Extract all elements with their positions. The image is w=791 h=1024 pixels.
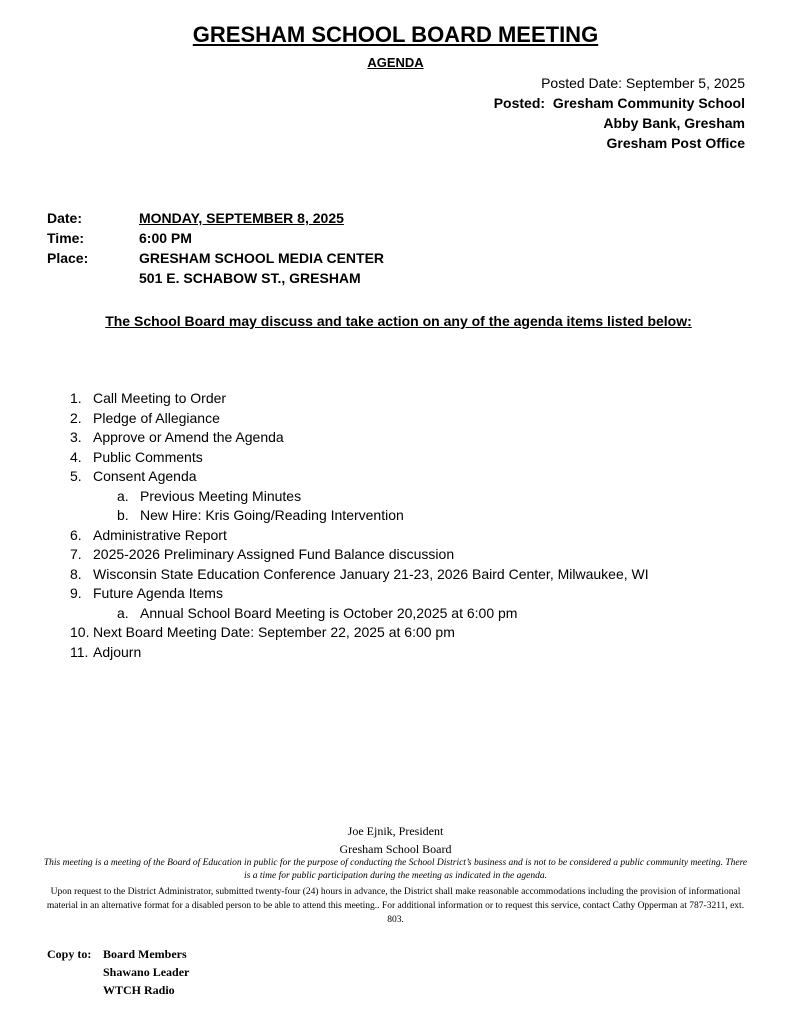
copy-to-row — [47, 945, 189, 963]
public-meeting-disclaimer: This meeting is a meeting of the Board of Education in public for the purpose of conducting the School District’s business and is not to be considered a public community meeting. There is a time for public participation during the meeting as indicated in the agenda. — [43, 858, 748, 881]
agenda-item — [70, 448, 649, 468]
agenda-item — [70, 565, 649, 585]
agenda-item-text: Next Board Meeting Date: September 22, 2025 at 6:00 pm — [93, 624, 455, 640]
date-value: MONDAY, SEPTEMBER 8, 2025 — [139, 210, 344, 226]
signer-org: Gresham School Board — [339, 842, 452, 856]
agenda-item-number: 1. — [70, 390, 82, 406]
signature-block — [0, 822, 791, 858]
copy-to-row — [47, 963, 189, 981]
agenda-subitem-text: New Hire: Kris Going/Reading Intervention — [140, 507, 404, 523]
place-value-line2: 501 E. SCHABOW ST., GRESHAM — [139, 270, 361, 286]
place-row-2 — [47, 268, 384, 288]
time-label: Time: — [47, 230, 85, 246]
agenda-item-text: Administrative Report — [93, 526, 227, 543]
place-value-line1: GRESHAM SCHOOL MEDIA CENTER — [139, 250, 385, 266]
accommodation-notice: Upon request to the District Administrator, submitted twenty-four (24) hours in advance, the District shall make reasonable accommodations including the provision of informational material in an alternative format for a disabled person to be able to attend this meeting.. For additional information or to request this service, contact Cathy Opperman at 787-3211, ext. 803. — [46, 887, 745, 925]
agenda-subitem-text: Previous Meeting Minutes — [140, 487, 302, 504]
agenda-item-number: 7. — [70, 546, 82, 562]
agenda-item — [70, 643, 649, 663]
posted-location-1 — [494, 93, 745, 113]
agenda-item-number: 11. — [70, 643, 89, 660]
agenda-item — [70, 526, 649, 546]
posted-date: Posted Date: September 5, 2025 — [541, 75, 745, 91]
copy-to-block — [47, 945, 189, 999]
agenda-item-text: Adjourn — [93, 643, 142, 660]
agenda-item-text: Wisconsin State Education Conference January 21-23, 2026 Baird Center, Milwaukee, WI — [93, 565, 649, 582]
agenda-item-text: Call Meeting to Order — [93, 390, 227, 406]
signer-name: Joe Ejnik, President — [347, 824, 444, 838]
posted-label: Posted: — [493, 95, 546, 111]
agenda-item-number: 2. — [70, 409, 82, 426]
agenda-item — [70, 623, 649, 643]
time-value: 6:00 PM — [139, 230, 192, 246]
agenda-item-number: 10. — [70, 624, 90, 640]
place-row — [47, 248, 384, 268]
agenda-item-text: Approve or Amend the Agenda — [93, 429, 284, 445]
agenda-subitem-letter: a. — [117, 487, 129, 504]
posted-location-2: Abby Bank, Gresham — [603, 115, 745, 131]
agenda-item — [70, 584, 649, 604]
document-title: GRESHAM SCHOOL BOARD MEETING — [192, 22, 599, 47]
copy-to-recipient: Shawano Leader — [103, 965, 190, 979]
agenda-item — [70, 545, 649, 565]
posted-location-text: Gresham Community School — [552, 95, 745, 111]
agenda-item — [70, 409, 649, 429]
date-label: Date: — [47, 210, 83, 226]
agenda-subitem — [70, 506, 649, 526]
place-label: Place: — [47, 250, 89, 266]
agenda-item-text: Pledge of Allegiance — [93, 409, 220, 426]
meeting-info — [47, 208, 384, 288]
agenda-item-text: Consent Agenda — [93, 468, 197, 484]
agenda-subitem-letter: a. — [117, 604, 129, 621]
agenda-item-number: 5. — [70, 468, 82, 484]
agenda-item-text: Public Comments — [93, 448, 203, 465]
copy-to-recipient: Board Members — [103, 947, 187, 961]
agenda-item — [70, 467, 649, 487]
agenda-subitem — [70, 487, 649, 507]
agenda-item-text: 2025-2026 Preliminary Assigned Fund Balance discussion — [93, 546, 455, 562]
time-row — [47, 228, 384, 248]
agenda-item — [70, 389, 649, 409]
agenda-item-number: 8. — [70, 565, 82, 582]
copy-to-label: Copy to: — [47, 947, 92, 961]
agenda-subtitle: AGENDA — [367, 55, 424, 70]
agenda-list — [70, 389, 649, 662]
agenda-subitem-letter: b. — [117, 507, 129, 523]
agenda-item — [70, 428, 649, 448]
date-row — [47, 208, 384, 228]
copy-to-row — [47, 981, 189, 999]
agenda-subitem-text: Annual School Board Meeting is October 20,2025 at 6:00 pm — [140, 604, 518, 621]
agenda-item-text: Future Agenda Items — [93, 585, 223, 601]
agenda-item-number: 9. — [70, 585, 82, 601]
agenda-subitem — [70, 604, 649, 624]
posted-info — [494, 73, 745, 153]
copy-to-recipient: WTCH Radio — [103, 983, 175, 997]
agenda-item-number: 4. — [70, 448, 82, 465]
agenda-item-number: 3. — [70, 429, 82, 445]
action-notice: The School Board may discuss and take action on any of the agenda items listed below: — [105, 313, 692, 329]
posted-location-3: Gresham Post Office — [606, 135, 745, 151]
agenda-item-number: 6. — [70, 526, 82, 543]
